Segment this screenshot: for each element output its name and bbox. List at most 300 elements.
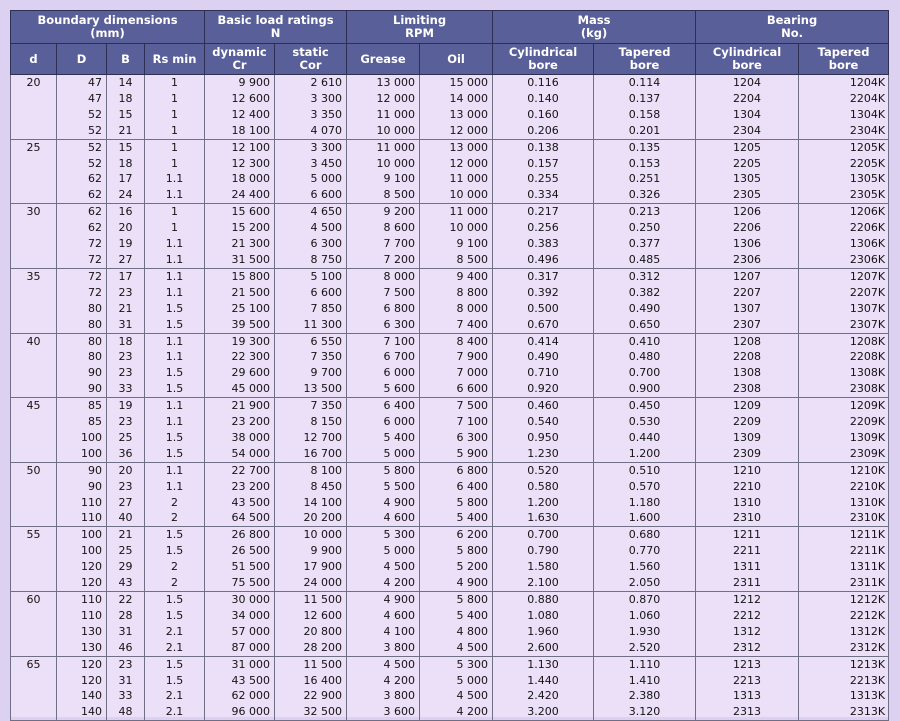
grease-rpm-cell: 13 000 xyxy=(347,75,420,91)
rs-min-cell: 1 xyxy=(145,91,205,107)
mass-tapered-cell: 0.680 xyxy=(594,527,696,543)
dynamic-load-cell: 87 000 xyxy=(205,640,275,656)
grease-rpm-cell: 4 900 xyxy=(347,495,420,511)
rs-min-cell: 1.5 xyxy=(145,592,205,608)
outer-diameter-cell: 90 xyxy=(57,462,107,478)
bearing-no-cylindrical-cell: 1313 xyxy=(696,688,799,704)
oil-rpm-cell: 5 900 xyxy=(420,446,493,462)
width-cell: 15 xyxy=(107,107,145,123)
col-header-static: static Cor xyxy=(275,44,347,75)
bearing-no-tapered-cell: 2207K xyxy=(799,285,889,301)
rs-min-cell: 1.5 xyxy=(145,527,205,543)
rs-min-cell: 2.1 xyxy=(145,640,205,656)
width-cell: 48 xyxy=(107,704,145,720)
bore-diameter-cell: 60 xyxy=(11,592,57,657)
rs-min-cell: 1.5 xyxy=(145,381,205,397)
outer-diameter-cell: 110 xyxy=(57,510,107,526)
oil-rpm-cell: 6 200 xyxy=(420,527,493,543)
rs-min-cell: 1.1 xyxy=(145,268,205,284)
dynamic-load-cell: 51 500 xyxy=(205,559,275,575)
oil-rpm-cell: 12 000 xyxy=(420,123,493,139)
mass-cylindrical-cell: 0.255 xyxy=(493,171,594,187)
static-load-cell: 3 350 xyxy=(275,107,347,123)
oil-rpm-cell: 4 500 xyxy=(420,640,493,656)
oil-rpm-cell: 4 800 xyxy=(420,624,493,640)
bearing-no-tapered-cell: 1308K xyxy=(799,365,889,381)
mass-cylindrical-cell: 0.880 xyxy=(493,592,594,608)
mass-cylindrical-cell: 0.256 xyxy=(493,220,594,236)
bearing-no-cylindrical-cell: 1312 xyxy=(696,624,799,640)
rs-min-cell: 1.5 xyxy=(145,673,205,689)
bearing-table-panel xyxy=(10,10,888,717)
static-load-cell: 32 500 xyxy=(275,704,347,720)
header-load-ratings: Basic load ratings N xyxy=(205,11,347,44)
rs-min-cell: 1.1 xyxy=(145,252,205,268)
bearing-no-tapered-cell: 2210K xyxy=(799,479,889,495)
col-header-B: B xyxy=(107,44,145,75)
width-cell: 20 xyxy=(107,462,145,478)
mass-cylindrical-cell: 0.138 xyxy=(493,139,594,155)
static-load-cell: 12 600 xyxy=(275,608,347,624)
outer-diameter-cell: 120 xyxy=(57,559,107,575)
width-cell: 25 xyxy=(107,430,145,446)
mass-cylindrical-cell: 0.206 xyxy=(493,123,594,139)
static-load-cell: 10 000 xyxy=(275,527,347,543)
static-load-cell: 11 500 xyxy=(275,592,347,608)
bearing-no-tapered-cell: 2311K xyxy=(799,575,889,591)
grease-rpm-cell: 3 800 xyxy=(347,640,420,656)
bearing-no-cylindrical-cell: 1209 xyxy=(696,398,799,414)
mass-cylindrical-cell: 1.580 xyxy=(493,559,594,575)
outer-diameter-cell: 120 xyxy=(57,656,107,672)
bearing-no-cylindrical-cell: 2309 xyxy=(696,446,799,462)
width-cell: 40 xyxy=(107,510,145,526)
outer-diameter-cell: 72 xyxy=(57,268,107,284)
mass-tapered-cell: 3.120 xyxy=(594,704,696,720)
bearing-no-cylindrical-cell: 2206 xyxy=(696,220,799,236)
grease-rpm-cell: 8 500 xyxy=(347,187,420,203)
mass-tapered-cell: 0.251 xyxy=(594,171,696,187)
rs-min-cell: 1 xyxy=(145,75,205,91)
mass-tapered-cell: 0.570 xyxy=(594,479,696,495)
bearing-no-tapered-cell: 1213K xyxy=(799,656,889,672)
bore-diameter-cell: 25 xyxy=(11,139,57,204)
col-header-D: D xyxy=(57,44,107,75)
outer-diameter-cell: 130 xyxy=(57,624,107,640)
mass-cylindrical-cell: 0.710 xyxy=(493,365,594,381)
bore-diameter-cell: 35 xyxy=(11,268,57,333)
width-cell: 33 xyxy=(107,381,145,397)
outer-diameter-cell: 130 xyxy=(57,640,107,656)
mass-cylindrical-cell: 0.460 xyxy=(493,398,594,414)
mass-tapered-cell: 0.480 xyxy=(594,349,696,365)
dynamic-load-cell: 31 500 xyxy=(205,252,275,268)
oil-rpm-cell: 12 000 xyxy=(420,156,493,172)
bearing-no-cylindrical-cell: 1311 xyxy=(696,559,799,575)
mass-cylindrical-cell: 0.217 xyxy=(493,204,594,220)
table-row xyxy=(11,446,889,462)
bearing-spec-table xyxy=(10,10,889,721)
static-load-cell: 11 300 xyxy=(275,317,347,333)
bearing-no-cylindrical-cell: 2307 xyxy=(696,317,799,333)
bearing-no-tapered-cell: 1311K xyxy=(799,559,889,575)
oil-rpm-cell: 7 500 xyxy=(420,398,493,414)
outer-diameter-cell: 47 xyxy=(57,75,107,91)
oil-rpm-cell: 15 000 xyxy=(420,75,493,91)
mass-tapered-cell: 0.158 xyxy=(594,107,696,123)
bearing-no-cylindrical-cell: 2210 xyxy=(696,479,799,495)
outer-diameter-cell: 140 xyxy=(57,688,107,704)
table-row xyxy=(11,608,889,624)
dynamic-load-cell: 22 300 xyxy=(205,349,275,365)
dynamic-load-cell: 9 900 xyxy=(205,75,275,91)
rs-min-cell: 1 xyxy=(145,220,205,236)
width-cell: 17 xyxy=(107,171,145,187)
rs-min-cell: 1.5 xyxy=(145,543,205,559)
width-cell: 19 xyxy=(107,236,145,252)
grease-rpm-cell: 10 000 xyxy=(347,156,420,172)
bearing-no-tapered-cell: 2309K xyxy=(799,446,889,462)
mass-tapered-cell: 0.770 xyxy=(594,543,696,559)
dynamic-load-cell: 29 600 xyxy=(205,365,275,381)
col-header-grease: Grease xyxy=(347,44,420,75)
bearing-no-tapered-cell: 1307K xyxy=(799,301,889,317)
width-cell: 43 xyxy=(107,575,145,591)
grease-rpm-cell: 4 200 xyxy=(347,673,420,689)
oil-rpm-cell: 10 000 xyxy=(420,187,493,203)
bearing-no-cylindrical-cell: 2213 xyxy=(696,673,799,689)
mass-cylindrical-cell: 1.630 xyxy=(493,510,594,526)
bearing-no-cylindrical-cell: 1208 xyxy=(696,333,799,349)
bearing-no-tapered-cell: 2310K xyxy=(799,510,889,526)
rs-min-cell: 1.1 xyxy=(145,171,205,187)
grease-rpm-cell: 5 000 xyxy=(347,446,420,462)
outer-diameter-cell: 110 xyxy=(57,495,107,511)
mass-tapered-cell: 0.213 xyxy=(594,204,696,220)
oil-rpm-cell: 13 000 xyxy=(420,139,493,155)
bearing-no-cylindrical-cell: 1211 xyxy=(696,527,799,543)
outer-diameter-cell: 80 xyxy=(57,333,107,349)
rs-min-cell: 1.1 xyxy=(145,462,205,478)
table-row xyxy=(11,688,889,704)
outer-diameter-cell: 52 xyxy=(57,123,107,139)
bearing-no-tapered-cell: 2307K xyxy=(799,317,889,333)
width-cell: 31 xyxy=(107,624,145,640)
mass-cylindrical-cell: 2.420 xyxy=(493,688,594,704)
rs-min-cell: 2 xyxy=(145,559,205,575)
static-load-cell: 24 000 xyxy=(275,575,347,591)
table-row xyxy=(11,381,889,397)
grease-rpm-cell: 5 300 xyxy=(347,527,420,543)
width-cell: 27 xyxy=(107,495,145,511)
table-row xyxy=(11,430,889,446)
table-row xyxy=(11,285,889,301)
bearing-no-cylindrical-cell: 2204 xyxy=(696,91,799,107)
rs-min-cell: 1.1 xyxy=(145,414,205,430)
mass-tapered-cell: 0.201 xyxy=(594,123,696,139)
mass-tapered-cell: 0.490 xyxy=(594,301,696,317)
width-cell: 46 xyxy=(107,640,145,656)
grease-rpm-cell: 7 700 xyxy=(347,236,420,252)
mass-tapered-cell: 0.137 xyxy=(594,91,696,107)
header-bearing-no: Bearing No. xyxy=(696,11,889,44)
dynamic-load-cell: 23 200 xyxy=(205,414,275,430)
mass-tapered-cell: 0.114 xyxy=(594,75,696,91)
table-row xyxy=(11,349,889,365)
mass-tapered-cell: 1.060 xyxy=(594,608,696,624)
bearing-no-cylindrical-cell: 2310 xyxy=(696,510,799,526)
static-load-cell: 2 610 xyxy=(275,75,347,91)
dynamic-load-cell: 31 000 xyxy=(205,656,275,672)
bearing-no-tapered-cell: 2306K xyxy=(799,252,889,268)
oil-rpm-cell: 8 000 xyxy=(420,301,493,317)
oil-rpm-cell: 8 400 xyxy=(420,333,493,349)
mass-tapered-cell: 0.900 xyxy=(594,381,696,397)
rs-min-cell: 1.1 xyxy=(145,479,205,495)
outer-diameter-cell: 80 xyxy=(57,301,107,317)
dynamic-load-cell: 26 800 xyxy=(205,527,275,543)
mass-cylindrical-cell: 3.200 xyxy=(493,704,594,720)
bearing-no-cylindrical-cell: 1304 xyxy=(696,107,799,123)
dynamic-load-cell: 54 000 xyxy=(205,446,275,462)
grease-rpm-cell: 10 000 xyxy=(347,123,420,139)
mass-cylindrical-cell: 0.700 xyxy=(493,527,594,543)
table-row xyxy=(11,673,889,689)
oil-rpm-cell: 8 500 xyxy=(420,252,493,268)
static-load-cell: 8 750 xyxy=(275,252,347,268)
table-row xyxy=(11,592,889,608)
dynamic-load-cell: 18 000 xyxy=(205,171,275,187)
bearing-no-cylindrical-cell: 2205 xyxy=(696,156,799,172)
bore-diameter-cell: 55 xyxy=(11,527,57,592)
oil-rpm-cell: 5 000 xyxy=(420,673,493,689)
static-load-cell: 7 350 xyxy=(275,349,347,365)
bearing-no-tapered-cell: 1304K xyxy=(799,107,889,123)
table-row xyxy=(11,156,889,172)
width-cell: 31 xyxy=(107,673,145,689)
table-row xyxy=(11,527,889,543)
mass-tapered-cell: 1.200 xyxy=(594,446,696,462)
static-load-cell: 6 600 xyxy=(275,285,347,301)
static-load-cell: 5 000 xyxy=(275,171,347,187)
bearing-no-tapered-cell: 1306K xyxy=(799,236,889,252)
table-row xyxy=(11,398,889,414)
mass-cylindrical-cell: 1.200 xyxy=(493,495,594,511)
width-cell: 24 xyxy=(107,187,145,203)
width-cell: 16 xyxy=(107,204,145,220)
dynamic-load-cell: 15 200 xyxy=(205,220,275,236)
mass-cylindrical-cell: 0.383 xyxy=(493,236,594,252)
bore-diameter-cell: 30 xyxy=(11,204,57,269)
outer-diameter-cell: 85 xyxy=(57,398,107,414)
bearing-no-tapered-cell: 2205K xyxy=(799,156,889,172)
oil-rpm-cell: 10 000 xyxy=(420,220,493,236)
mass-tapered-cell: 0.326 xyxy=(594,187,696,203)
col-header-dynamic: dynamic Cr xyxy=(205,44,275,75)
width-cell: 31 xyxy=(107,317,145,333)
outer-diameter-cell: 90 xyxy=(57,479,107,495)
grease-rpm-cell: 4 600 xyxy=(347,608,420,624)
mass-cylindrical-cell: 0.500 xyxy=(493,301,594,317)
static-load-cell: 8 150 xyxy=(275,414,347,430)
header-limiting-rpm: Limiting RPM xyxy=(347,11,493,44)
rs-min-cell: 1.5 xyxy=(145,608,205,624)
grease-rpm-cell: 8 600 xyxy=(347,220,420,236)
bearing-no-tapered-cell: 1313K xyxy=(799,688,889,704)
group-header-row xyxy=(11,11,889,44)
table-row xyxy=(11,220,889,236)
mass-cylindrical-cell: 1.440 xyxy=(493,673,594,689)
bearing-no-cylindrical-cell: 2207 xyxy=(696,285,799,301)
grease-rpm-cell: 4 200 xyxy=(347,575,420,591)
table-row xyxy=(11,252,889,268)
bearing-no-cylindrical-cell: 1213 xyxy=(696,656,799,672)
rs-min-cell: 2 xyxy=(145,510,205,526)
bearing-no-tapered-cell: 2308K xyxy=(799,381,889,397)
mass-cylindrical-cell: 0.116 xyxy=(493,75,594,91)
bearing-no-tapered-cell: 1209K xyxy=(799,398,889,414)
mass-tapered-cell: 2.520 xyxy=(594,640,696,656)
grease-rpm-cell: 11 000 xyxy=(347,139,420,155)
rs-min-cell: 1.1 xyxy=(145,236,205,252)
width-cell: 27 xyxy=(107,252,145,268)
bearing-no-cylindrical-cell: 1212 xyxy=(696,592,799,608)
bearing-no-cylindrical-cell: 1210 xyxy=(696,462,799,478)
mass-tapered-cell: 1.110 xyxy=(594,656,696,672)
mass-cylindrical-cell: 0.670 xyxy=(493,317,594,333)
dynamic-load-cell: 24 400 xyxy=(205,187,275,203)
mass-tapered-cell: 0.450 xyxy=(594,398,696,414)
dynamic-load-cell: 18 100 xyxy=(205,123,275,139)
outer-diameter-cell: 100 xyxy=(57,430,107,446)
mass-cylindrical-cell: 0.334 xyxy=(493,187,594,203)
mass-tapered-cell: 0.382 xyxy=(594,285,696,301)
mass-tapered-cell: 0.510 xyxy=(594,462,696,478)
mass-tapered-cell: 0.250 xyxy=(594,220,696,236)
bearing-no-cylindrical-cell: 2208 xyxy=(696,349,799,365)
mass-cylindrical-cell: 0.414 xyxy=(493,333,594,349)
width-cell: 18 xyxy=(107,156,145,172)
oil-rpm-cell: 5 400 xyxy=(420,608,493,624)
rs-min-cell: 1.1 xyxy=(145,398,205,414)
mass-tapered-cell: 0.870 xyxy=(594,592,696,608)
mass-tapered-cell: 1.180 xyxy=(594,495,696,511)
static-load-cell: 17 900 xyxy=(275,559,347,575)
rs-min-cell: 2 xyxy=(145,495,205,511)
rs-min-cell: 1.5 xyxy=(145,430,205,446)
grease-rpm-cell: 8 000 xyxy=(347,268,420,284)
bearing-no-tapered-cell: 1309K xyxy=(799,430,889,446)
outer-diameter-cell: 85 xyxy=(57,414,107,430)
oil-rpm-cell: 7 400 xyxy=(420,317,493,333)
bearing-no-cylindrical-cell: 2212 xyxy=(696,608,799,624)
static-load-cell: 28 200 xyxy=(275,640,347,656)
oil-rpm-cell: 4 500 xyxy=(420,688,493,704)
table-row xyxy=(11,123,889,139)
table-row xyxy=(11,495,889,511)
oil-rpm-cell: 11 000 xyxy=(420,204,493,220)
bearing-no-cylindrical-cell: 2312 xyxy=(696,640,799,656)
dynamic-load-cell: 26 500 xyxy=(205,543,275,559)
static-load-cell: 6 550 xyxy=(275,333,347,349)
bearing-no-tapered-cell: 2209K xyxy=(799,414,889,430)
outer-diameter-cell: 62 xyxy=(57,187,107,203)
bearing-no-tapered-cell: 2208K xyxy=(799,349,889,365)
mass-cylindrical-cell: 2.100 xyxy=(493,575,594,591)
grease-rpm-cell: 9 100 xyxy=(347,171,420,187)
col-header-mass-tapered: Tapered bore xyxy=(594,44,696,75)
table-row xyxy=(11,510,889,526)
outer-diameter-cell: 72 xyxy=(57,285,107,301)
grease-rpm-cell: 3 800 xyxy=(347,688,420,704)
bearing-no-cylindrical-cell: 2311 xyxy=(696,575,799,591)
table-row xyxy=(11,171,889,187)
grease-rpm-cell: 6 700 xyxy=(347,349,420,365)
outer-diameter-cell: 62 xyxy=(57,220,107,236)
rs-min-cell: 2.1 xyxy=(145,704,205,720)
width-cell: 19 xyxy=(107,398,145,414)
outer-diameter-cell: 100 xyxy=(57,527,107,543)
outer-diameter-cell: 80 xyxy=(57,317,107,333)
grease-rpm-cell: 11 000 xyxy=(347,107,420,123)
table-row xyxy=(11,624,889,640)
width-cell: 17 xyxy=(107,268,145,284)
oil-rpm-cell: 5 800 xyxy=(420,495,493,511)
outer-diameter-cell: 140 xyxy=(57,704,107,720)
bearing-no-tapered-cell: 1305K xyxy=(799,171,889,187)
rs-min-cell: 1 xyxy=(145,204,205,220)
rs-min-cell: 1.1 xyxy=(145,349,205,365)
rs-min-cell: 1 xyxy=(145,139,205,155)
table-row xyxy=(11,91,889,107)
bearing-no-tapered-cell: 1204K xyxy=(799,75,889,91)
outer-diameter-cell: 110 xyxy=(57,592,107,608)
grease-rpm-cell: 4 600 xyxy=(347,510,420,526)
table-row xyxy=(11,640,889,656)
grease-rpm-cell: 6 800 xyxy=(347,301,420,317)
bearing-no-cylindrical-cell: 2209 xyxy=(696,414,799,430)
dynamic-load-cell: 30 000 xyxy=(205,592,275,608)
table-row xyxy=(11,187,889,203)
table-row xyxy=(11,204,889,220)
outer-diameter-cell: 110 xyxy=(57,608,107,624)
oil-rpm-cell: 9 400 xyxy=(420,268,493,284)
rs-min-cell: 1.1 xyxy=(145,333,205,349)
width-cell: 28 xyxy=(107,608,145,624)
grease-rpm-cell: 4 500 xyxy=(347,559,420,575)
mass-tapered-cell: 0.377 xyxy=(594,236,696,252)
table-row xyxy=(11,414,889,430)
col-header-no-tapered: Tapered bore xyxy=(799,44,889,75)
oil-rpm-cell: 5 800 xyxy=(420,543,493,559)
bearing-no-cylindrical-cell: 1207 xyxy=(696,268,799,284)
grease-rpm-cell: 6 400 xyxy=(347,398,420,414)
rs-min-cell: 1.1 xyxy=(145,187,205,203)
mass-cylindrical-cell: 0.317 xyxy=(493,268,594,284)
mass-cylindrical-cell: 0.580 xyxy=(493,479,594,495)
dynamic-load-cell: 21 500 xyxy=(205,285,275,301)
mass-cylindrical-cell: 0.520 xyxy=(493,462,594,478)
grease-rpm-cell: 5 000 xyxy=(347,543,420,559)
static-load-cell: 9 700 xyxy=(275,365,347,381)
dynamic-load-cell: 25 100 xyxy=(205,301,275,317)
mass-cylindrical-cell: 0.496 xyxy=(493,252,594,268)
grease-rpm-cell: 5 800 xyxy=(347,462,420,478)
oil-rpm-cell: 4 900 xyxy=(420,575,493,591)
outer-diameter-cell: 80 xyxy=(57,349,107,365)
width-cell: 21 xyxy=(107,123,145,139)
bearing-no-cylindrical-cell: 1310 xyxy=(696,495,799,511)
